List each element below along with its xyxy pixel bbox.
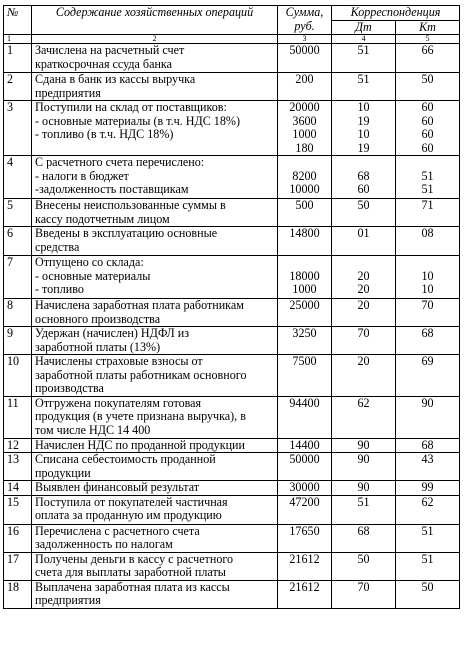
operation-sum-line: 30000 [289, 480, 320, 494]
operation-description-line: Отгружена покупателям готовая [35, 396, 202, 410]
operation-description-line: заработной платы работникам основного [35, 367, 247, 382]
column-number: 2 [32, 35, 278, 44]
credit-account [396, 227, 460, 256]
operation-description-line: производства [35, 381, 104, 395]
operation-description [32, 156, 278, 199]
operation-description [32, 552, 278, 580]
credit-account [396, 495, 460, 524]
debit-account [332, 156, 396, 199]
row-number: 4 [4, 156, 32, 199]
credit-account-line: 68 [421, 326, 434, 340]
table-row [4, 495, 460, 524]
operation-description-line: оплата за проданную им продукцию [35, 508, 222, 522]
table-row [4, 327, 460, 355]
table-row [4, 44, 460, 73]
row-number: 16 [4, 524, 32, 552]
row-number: 3 [4, 101, 32, 156]
credit-account-line: 60 [421, 140, 434, 155]
credit-account-line: 51 [421, 168, 434, 183]
column-number: 5 [396, 35, 460, 44]
debit-account [332, 101, 396, 156]
operation-sum [278, 44, 332, 73]
operation-sum-line: 3250 [292, 326, 317, 340]
operation-description-line: заработной платы (13%) [35, 339, 161, 354]
operation-description [32, 524, 278, 552]
operation-description-line: том числе НДС 14 400 [35, 422, 151, 437]
debit-account-line: 51 [357, 43, 370, 57]
credit-account-line: 69 [421, 354, 434, 368]
credit-account-line: 51 [421, 524, 434, 538]
operation-description-line [35, 142, 274, 156]
operation-sum [278, 256, 332, 299]
debit-account-line: 68 [357, 168, 370, 183]
operation-sum-line: 50000 [289, 43, 320, 57]
debit-account [332, 355, 396, 397]
operation-description [32, 299, 278, 327]
operation-description-line: Получены деньги в кассу с расчетного [35, 552, 234, 566]
operation-description-line: продукция (в учете признана выручка), в [35, 409, 246, 423]
header-num: № [4, 6, 32, 35]
row-number: 13 [4, 453, 32, 481]
debit-account-line: 50 [357, 552, 370, 566]
credit-account-line: 50 [421, 580, 434, 594]
operation-description-line: счета для выплаты заработной платы [35, 565, 226, 579]
credit-account [396, 355, 460, 397]
table-row [4, 438, 460, 453]
operation-sum-line: 21612 [289, 552, 320, 566]
credit-account [396, 299, 460, 327]
operation-description-line: Отпущено со склада: [35, 255, 144, 269]
debit-account [332, 299, 396, 327]
operation-description [32, 199, 278, 227]
operation-description-line: Поступила от покупателей частичная [35, 495, 228, 509]
credit-account-line [399, 256, 456, 270]
operation-description-line: Зачислена на расчетный счет [35, 43, 185, 57]
credit-account-line [399, 156, 456, 170]
row-number: 9 [4, 327, 32, 355]
operation-description-line: предприятия [35, 85, 101, 100]
operation-description-line: задолженность по налогам [35, 537, 173, 551]
operation-description-line: Выплачена заработная плата из кассы [35, 580, 230, 594]
operation-description-line: - налоги в бюджет [35, 168, 129, 183]
operation-sum-line: 18000 [289, 268, 320, 283]
operation-description-line: Сдана в банк из кассы выручка [35, 72, 196, 86]
table-row [4, 580, 460, 608]
operation-description [32, 438, 278, 453]
table-row [4, 396, 460, 438]
operation-sum [278, 438, 332, 453]
row-number: 15 [4, 495, 32, 524]
operation-sum [278, 580, 332, 608]
operation-description-line: Поступили на склад от поставщиков: [35, 100, 227, 114]
operation-sum [278, 101, 332, 156]
operations-table [3, 5, 460, 609]
operation-sum-line: 10000 [289, 182, 320, 196]
operation-description [32, 396, 278, 438]
operation-sum-line: 1000 [292, 282, 317, 296]
row-number: 6 [4, 227, 32, 256]
operation-description [32, 227, 278, 256]
column-number: 4 [332, 35, 396, 44]
table-row [4, 101, 460, 156]
operation-sum [278, 396, 332, 438]
operation-sum [278, 495, 332, 524]
debit-account-line: 70 [357, 326, 370, 340]
table-row [4, 355, 460, 397]
credit-account [396, 453, 460, 481]
column-number: 3 [278, 35, 332, 44]
operation-sum-line: 14800 [289, 226, 320, 240]
credit-account-line: 10 [421, 268, 434, 283]
debit-account-line: 01 [357, 226, 370, 240]
operation-sum-line: 47200 [289, 495, 320, 509]
operation-description [32, 355, 278, 397]
header-description: Содержание хозяйственных операций [32, 6, 278, 35]
credit-account-line: 70 [421, 298, 434, 312]
debit-account [332, 524, 396, 552]
credit-account-line: 51 [421, 552, 434, 566]
credit-account-line: 10 [421, 282, 434, 296]
operation-description [32, 44, 278, 73]
table-row [4, 481, 460, 496]
credit-account-line: 90 [421, 396, 434, 410]
table-row [4, 256, 460, 299]
row-number: 11 [4, 396, 32, 438]
operation-sum-line: 21612 [289, 580, 320, 594]
operation-description-line: Перечислена с расчетного счета [35, 524, 200, 538]
operation-description-line: Выявлен финансовый результат [35, 480, 200, 494]
operation-sum [278, 73, 332, 101]
credit-account-line: 43 [421, 452, 434, 466]
debit-account-line: 51 [357, 495, 370, 509]
operation-sum [278, 524, 332, 552]
debit-account [332, 552, 396, 580]
operation-description [32, 495, 278, 524]
credit-account [396, 327, 460, 355]
debit-account-line [335, 156, 392, 170]
operation-description-line: - топливо [35, 282, 84, 296]
operation-sum-line: 7500 [292, 354, 317, 368]
table-row [4, 73, 460, 101]
row-number: 1 [4, 44, 32, 73]
operation-description-line: Введены в эксплуатацию основные [35, 226, 218, 240]
operation-description-line: продукции [35, 465, 91, 480]
operation-description-line: Внесены неиспользованные суммы в [35, 198, 226, 212]
operation-sum [278, 299, 332, 327]
operation-sum-line [281, 156, 328, 170]
debit-account [332, 481, 396, 496]
debit-account-line: 51 [357, 72, 370, 86]
row-number: 7 [4, 256, 32, 299]
operation-sum [278, 481, 332, 496]
operation-sum-line [281, 256, 328, 270]
row-number: 10 [4, 355, 32, 397]
credit-account [396, 580, 460, 608]
operation-description-line: - основные материалы [35, 268, 151, 283]
debit-account-line: 20 [357, 268, 370, 283]
table-row [4, 453, 460, 481]
operation-sum-line: 17650 [289, 524, 320, 538]
debit-account-line: 90 [357, 438, 370, 452]
debit-account-line: 10 [357, 100, 370, 114]
operation-description-line: -задолженность поставщикам [35, 182, 189, 196]
credit-account-line: 71 [421, 198, 434, 212]
debit-account-line: 20 [357, 298, 370, 312]
header-correspondence: Корреспонденция [332, 6, 460, 21]
operation-sum-line: 94400 [289, 396, 320, 410]
operation-description [32, 453, 278, 481]
credit-account [396, 44, 460, 73]
header-sum-line2: руб. [294, 18, 315, 33]
header-row [4, 6, 460, 21]
operation-description-line: С расчетного счета перечислено: [35, 155, 205, 169]
credit-account [396, 73, 460, 101]
operation-sum-line: 500 [295, 198, 314, 212]
credit-account-line: 99 [421, 480, 434, 494]
credit-account-line: 60 [421, 127, 434, 141]
debit-account [332, 495, 396, 524]
row-number: 2 [4, 73, 32, 101]
operation-description-line: Начислена заработная плата работникам [35, 298, 244, 312]
operation-description [32, 256, 278, 299]
debit-account-line: 20 [357, 282, 370, 296]
operation-description-line: Начислены страховые взносы от [35, 354, 203, 368]
credit-account-line: 08 [421, 226, 434, 240]
credit-account [396, 481, 460, 496]
operation-description-line: кассу подотчетным лицом [35, 211, 170, 226]
operation-description-line: - топливо (в т.ч. НДС 18%) [35, 127, 174, 141]
debit-account [332, 199, 396, 227]
credit-account [396, 256, 460, 299]
operation-description-line: Начислен НДС по проданной продукции [35, 438, 245, 452]
operation-sum-line: 8200 [292, 168, 317, 183]
table-row [4, 156, 460, 199]
row-number: 17 [4, 552, 32, 580]
operation-sum [278, 355, 332, 397]
operation-sum-line: 180 [295, 140, 314, 155]
debit-account [332, 256, 396, 299]
debit-account-line: 62 [357, 396, 370, 410]
row-number: 5 [4, 199, 32, 227]
table-row [4, 524, 460, 552]
table-row [4, 552, 460, 580]
credit-account [396, 438, 460, 453]
operation-description [32, 101, 278, 156]
credit-account-line: 60 [421, 113, 434, 128]
operation-description [32, 73, 278, 101]
debit-account-line: 90 [357, 480, 370, 494]
debit-account-line: 19 [357, 113, 370, 128]
header-sum-line1: Сумма, [285, 5, 324, 19]
debit-account-line: 50 [357, 198, 370, 212]
operation-description-line: основного производства [35, 311, 161, 326]
operation-sum-line: 25000 [289, 298, 320, 312]
debit-account-line: 20 [357, 354, 370, 368]
row-number: 8 [4, 299, 32, 327]
credit-account [396, 101, 460, 156]
operation-sum [278, 327, 332, 355]
table-row [4, 227, 460, 256]
credit-account [396, 199, 460, 227]
debit-account [332, 73, 396, 101]
operation-sum-line: 20000 [289, 100, 320, 114]
credit-account-line: 66 [421, 43, 434, 57]
operation-sum [278, 453, 332, 481]
debit-account-line [335, 256, 392, 270]
operation-description-line: средства [35, 239, 80, 254]
debit-account-line: 90 [357, 452, 370, 466]
debit-account-line: 10 [357, 127, 370, 141]
operation-description-line: предприятия [35, 593, 101, 607]
column-number: 1 [4, 35, 32, 44]
credit-account-line: 68 [421, 438, 434, 452]
table-row [4, 199, 460, 227]
credit-account [396, 156, 460, 199]
header-kt: Кт [396, 20, 460, 35]
row-number: 18 [4, 580, 32, 608]
operation-sum [278, 227, 332, 256]
row-number: 12 [4, 438, 32, 453]
operation-sum-line: 50000 [289, 452, 320, 466]
operation-sum [278, 156, 332, 199]
operation-sum-line: 14400 [289, 438, 320, 452]
debit-account [332, 580, 396, 608]
operation-sum-line: 200 [295, 72, 314, 86]
debit-account [332, 227, 396, 256]
debit-account [332, 453, 396, 481]
operation-sum-line: 1000 [292, 127, 317, 141]
credit-account [396, 396, 460, 438]
row-number: 14 [4, 481, 32, 496]
credit-account-line: 51 [421, 182, 434, 196]
table-row [4, 299, 460, 327]
operation-description-line: краткосрочная ссуда банка [35, 56, 172, 71]
credit-account [396, 552, 460, 580]
debit-account [332, 396, 396, 438]
operation-description [32, 481, 278, 496]
debit-account-line: 70 [357, 580, 370, 594]
credit-account-line: 60 [421, 100, 434, 114]
column-number-row [4, 35, 460, 44]
debit-account-line: 60 [357, 182, 370, 196]
debit-account-line: 68 [357, 524, 370, 538]
debit-account [332, 44, 396, 73]
operation-sum [278, 199, 332, 227]
header-dt: Дт [332, 20, 396, 35]
credit-account-line: 50 [421, 72, 434, 86]
debit-account [332, 327, 396, 355]
debit-account-line: 19 [357, 140, 370, 155]
debit-account [332, 438, 396, 453]
operation-description-line: - основные материалы (в т.ч. НДС 18%) [35, 113, 240, 128]
credit-account [396, 524, 460, 552]
operation-description [32, 580, 278, 608]
operation-description-line: Списана себестоимость проданной [35, 452, 216, 466]
credit-account-line: 62 [421, 495, 434, 509]
operation-sum-line: 3600 [292, 113, 317, 128]
operation-description [32, 327, 278, 355]
operation-description-line: Удержан (начислен) НДФЛ из [35, 326, 189, 340]
operation-sum [278, 552, 332, 580]
header-sum [278, 6, 332, 35]
